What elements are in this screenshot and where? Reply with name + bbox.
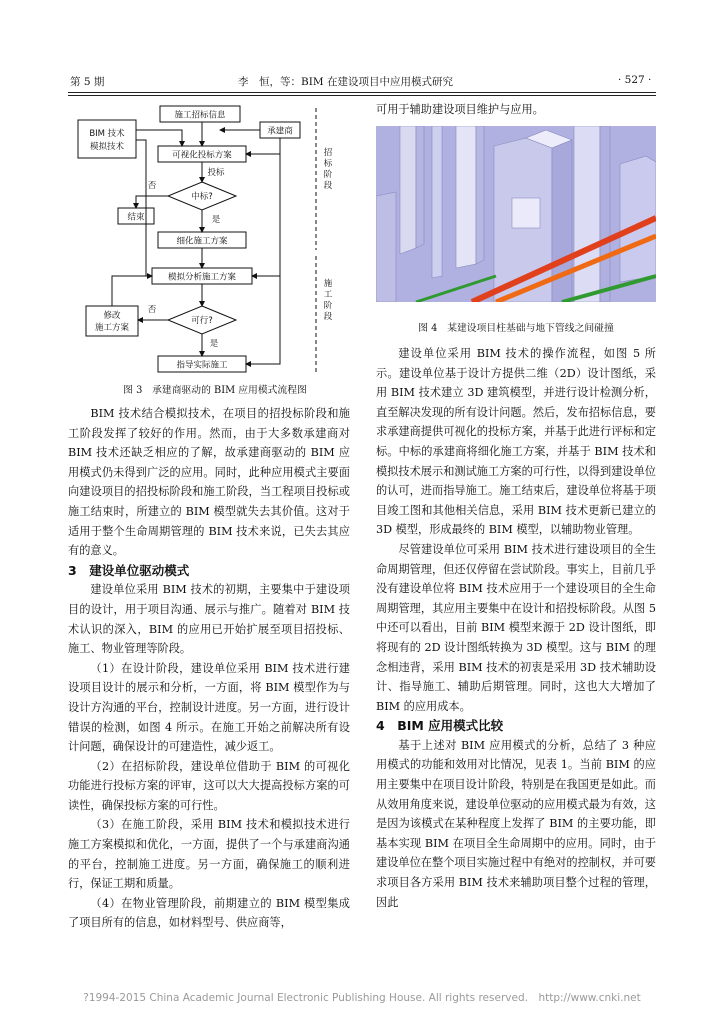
label-no-2: 否: [147, 305, 157, 315]
stage-bid-char: 标: [323, 159, 333, 169]
right-column-intro: [376, 100, 656, 120]
page-issue: 第 5 期: [70, 76, 105, 88]
page-running-title: 李 恒，等：BIM 在建设项目中应用模式研究: [238, 76, 453, 88]
left-column: [68, 404, 350, 933]
label-bid-info: 施工招标信息: [174, 110, 226, 121]
label-visual-plan: 可视化投标方案: [172, 150, 232, 161]
stage-bid-char: 招: [323, 148, 333, 158]
label-refine-plan: 细化施工方案: [176, 236, 228, 247]
stage-construction-char: 段: [323, 312, 333, 322]
stage-bid-char: 阶: [323, 170, 333, 180]
figure-3-caption: 图 3 承建商驱动的 BIM 应用模式流程图: [123, 385, 307, 396]
paragraph: 建设单位采用 BIM 技术的初期，主要集中于建设项目的设计，用于项目沟通、展示与推广。随着对 BIM 技术认识的深入，BIM 的应用已开始扩展至项目招投标、施工、物业管理等阶段。: [68, 583, 350, 656]
paragraph: （2）在招标阶段，建设单位借助于 BIM 的可视化功能进行投标方案的评审，这可以大大提高投标方案的可读性，确保投标方案的可行性。: [68, 759, 350, 812]
node-bim-tech: [78, 120, 136, 158]
label-feasible: 可行?: [191, 316, 213, 326]
paragraph: （3）在施工阶段，采用 BIM 技术和模拟技术进行施工方案模拟和优化，一方面，提供了一个与承建商沟通的平台，控制施工进度。另一方面，确保施工的顺利进行，保证工期和质量。: [68, 818, 350, 891]
label-sim-analysis: 模拟分析施工方案: [167, 272, 237, 283]
paragraph: 尽管建设单位可采用 BIM 技术进行建设项目的全生命周期管理，但还仅停留在尝试阶段。事实上，目前几乎没有建设单位将 BIM 技术应用于一个建设项目的全生命周期管理，其应用主要集中在设计和招投标阶段。从图 5 中还可以看出，目前 BIM 模型来源于 2D 设计图纸，即将现有的 2D 设计图纸转换为 3D 模型。这与 BIM 的理念相违背，采用 BIM 技术的初衷是采用 3D 技术辅助设计、指导施工、辅助后期管理。同时，这也大大增加了 BIM 的应用成本。: [376, 542, 656, 713]
figure-4-caption: 图 4 某建设项目柱基础与地下管线之间碰撞: [418, 323, 614, 334]
paragraph: BIM 技术结合模拟技术，在项目的招投标阶段和施工阶段发挥了较好的作用。然而，由于大多数承建商对 BIM 技术还缺乏相应的了解，故承建商驱动的 BIM 应用模式仍未得到广泛的应用。同时，此种应用模式主要面向建设项目的招投标阶段和施工阶段，当工程项目投标或施工结束时，所建立的 BIM 模型就失去其价值。这对于适用于整个生命周期管理的 BIM 技术来说，已失去其应有的意义。: [68, 407, 350, 558]
paragraph: 基于上述对 BIM 应用模式的分析，总结了 3 种应用模式的功能和效用对比情况，见表 1。当前 BIM 的应用主要集中在项目设计阶段，特别是在我国更是如此。而从效用角度来说，建设单位驱动的应用模式最为有效，这是因为该模式在某种程度上发挥了 BIM 的主要功能，即基本实现 BIM 在项目全生命周期中的应用。同时，由于建设单位在整个项目实施过程中有绝对的控制权，并可要求项目各方采用 BIM 技术来辅助项目整个过程的管理，因此: [376, 738, 656, 909]
label-bim-tech-2: 模拟技术: [89, 142, 125, 152]
label-bim-tech-1: BIM 技术: [89, 129, 125, 139]
paragraph: 建设单位采用 BIM 技术的操作流程，如图 5 所示。建设单位基于设计方提供二维（2D）设计图纸，采用 BIM 技术建立 3D 建筑模型，并进行设计检测分析，直至解决发现的所有设计问题。然后，发布招标信息，要求承建商提供可视化的投标方案，并基于此进行评标和定标。中标的承建商将细化施工方案，并基于 BIM 技术和模拟技术展示和测试施工方案的可行性，以得到建设单位的认可，进而指导施工。施工结束后，建设单位将基于项目竣工图和其他相关信息，采用 BIM 技术更新已建立的 3D 模型，形成最终的 BIM 模型，以辅助物业管理。: [376, 347, 656, 537]
label-guide: 指导实际施工: [176, 360, 228, 371]
label-yes-2: 是: [209, 339, 219, 349]
stage-bid-char: 段: [323, 181, 333, 191]
label-modify-1: 修改: [103, 311, 121, 321]
right-column: [376, 344, 656, 912]
section-4-heading: 4 BIM 应用模式比较: [376, 718, 504, 734]
stage-construction-char: 施: [323, 279, 333, 289]
header-rule-bottom: [68, 95, 656, 96]
header-rule-top: [68, 92, 656, 93]
paragraph: 可用于辅助建设项目维护与应用。: [376, 103, 544, 116]
label-modify-2: 施工方案: [94, 323, 130, 333]
figure-4-render: [376, 126, 656, 302]
figure-3-flowchart: [70, 100, 360, 378]
stage-construction-char: 工: [323, 290, 333, 300]
copyright-footer: ?1994-2015 China Academic Journal Electronic Publishing House. All rights reserved. http://www.cnki.net: [83, 992, 641, 1004]
stage-construction-char: 阶: [323, 301, 333, 311]
label-contractor: 承建商: [267, 126, 293, 137]
label-bid: 投标: [207, 168, 225, 178]
label-yes-1: 是: [211, 215, 221, 225]
label-end: 结束: [127, 212, 145, 223]
label-win-bid: 中标?: [191, 192, 213, 202]
page-number: · 527 ·: [618, 74, 652, 86]
paragraph: （1）在设计阶段，建设单位采用 BIM 技术进行建设项目设计的展示和分析，一方面，将 BIM 模型作为与设计方沟通的平台，控制设计进度。另一方面，进行设计错误的检测，如图 4 所示。在施工开始之前解决所有设计问题，确保设计的可建造性，减少返工。: [68, 661, 350, 754]
section-3-heading: 3 建设单位驱动模式: [68, 562, 190, 578]
label-no-1: 否: [147, 181, 157, 191]
paragraph: （4）在物业管理阶段，前期建立的 BIM 模型集成了项目所有的信息，如材料型号、供应商等，: [68, 896, 350, 930]
